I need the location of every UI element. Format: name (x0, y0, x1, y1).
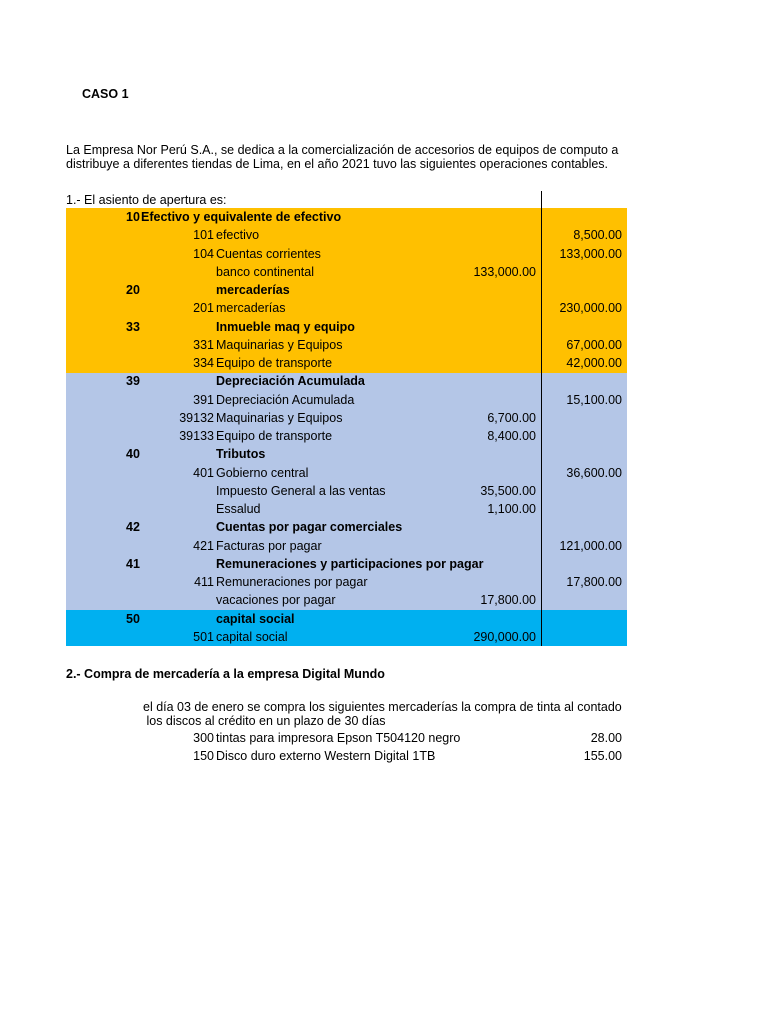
intro-line-1: La Empresa Nor Perú S.A., se dedica a la comercialización de accesorios de equipos de computo a (66, 143, 619, 157)
item-qty: 300 (193, 731, 214, 745)
account-label: mercaderías (216, 301, 286, 316)
account-label: efectivo (216, 228, 260, 243)
subaccount-code: 201 (193, 301, 214, 316)
account-label: Maquinarias y Equipos (216, 337, 343, 352)
item-price: 155.00 (583, 749, 622, 763)
account-label: Depreciación Acumulada (216, 374, 365, 389)
balance-amount: 8,500.00 (573, 228, 622, 243)
detail-amount: 133,000.00 (473, 264, 536, 279)
title: CASO 1 (82, 87, 129, 101)
account-label: Cuentas corrientes (216, 246, 321, 261)
detail-amount: 35,500.00 (480, 483, 536, 498)
account-code: 41 (126, 556, 140, 571)
subaccount-code: 104 (193, 246, 214, 261)
subaccount-code: 39133 (179, 429, 214, 443)
account-label: Efectivo y equivalente de efectivo (141, 210, 342, 224)
subaccount-code: 101 (193, 228, 214, 243)
balance-amount: 36,600.00 (566, 465, 622, 480)
account-code: 50 (126, 611, 140, 626)
account-label: Depreciación Acumulada (216, 392, 355, 407)
detail-amount: 6,700.00 (487, 410, 536, 425)
account-label: Equipo de transporte (216, 429, 333, 443)
subaccount-code: 39132 (179, 410, 214, 425)
balance-amount: 133,000.00 (559, 246, 622, 261)
account-label: Equipo de transporte (216, 356, 333, 370)
account-code: 33 (126, 319, 140, 334)
account-label: Impuesto General a las ventas (216, 483, 386, 498)
subaccount-code: 421 (193, 538, 214, 553)
account-label: Remuneraciones y participaciones por pagar (216, 556, 484, 571)
subaccount-code: 331 (193, 337, 214, 352)
item-description: Disco duro externo Western Digital 1TB (216, 749, 436, 763)
account-label: mercaderías (216, 283, 290, 297)
balance-amount: 121,000.00 (559, 538, 622, 553)
account-label: banco continental (216, 264, 314, 279)
account-label: capital social (216, 611, 295, 626)
section2-heading: 2.- Compra de mercadería a la empresa Digital Mundo (66, 667, 385, 681)
detail-amount: 290,000.00 (473, 629, 536, 644)
account-code: 40 (126, 447, 140, 462)
intro-line-2: distribuye a diferentes tiendas de Lima, en el año 2021 tuvo las siguientes operaciones contables. (66, 157, 609, 171)
section2-paragraph-2: los discos al crédito en un plazo de 30 días (143, 714, 386, 728)
account-label: capital social (216, 629, 288, 644)
balance-amount: 42,000.00 (566, 356, 622, 370)
subaccount-code: 501 (193, 629, 214, 644)
account-label: Remuneraciones por pagar (216, 575, 368, 589)
item-price: 28.00 (590, 731, 622, 745)
balance-amount: 230,000.00 (559, 301, 622, 316)
account-label: Maquinarias y Equipos (216, 410, 343, 425)
account-code: 20 (126, 283, 140, 297)
account-label: Essalud (216, 502, 261, 516)
section1-heading: 1.- El asiento de apertura es: (66, 193, 227, 207)
subaccount-code: 391 (193, 392, 214, 407)
detail-amount: 17,800.00 (480, 593, 536, 608)
ledger-column-divider (541, 191, 542, 646)
balance-amount: 15,100.00 (566, 392, 622, 407)
account-code: 42 (126, 520, 140, 535)
subaccount-code: 411 (194, 575, 214, 589)
detail-amount: 8,400.00 (487, 429, 536, 443)
account-label: Facturas por pagar (216, 538, 322, 553)
account-label: Tributos (216, 447, 266, 462)
account-label: Inmueble maq y equipo (216, 319, 355, 334)
detail-amount: 1,100.00 (487, 502, 536, 516)
account-code: 10 (126, 210, 140, 224)
account-label: Cuentas por pagar comerciales (216, 520, 403, 535)
account-label: Gobierno central (216, 465, 309, 480)
balance-amount: 67,000.00 (566, 337, 622, 352)
section2-paragraph-1: el día 03 de enero se compra los siguientes mercaderías la compra de tinta al contado (143, 700, 622, 714)
subaccount-code: 401 (193, 465, 214, 480)
subaccount-code: 334 (193, 356, 214, 370)
balance-amount: 17,800.00 (566, 575, 622, 589)
account-label: vacaciones por pagar (216, 593, 336, 608)
item-description: tintas para impresora Epson T504120 negro (216, 731, 461, 745)
item-qty: 150 (193, 749, 214, 763)
account-code: 39 (126, 374, 140, 389)
